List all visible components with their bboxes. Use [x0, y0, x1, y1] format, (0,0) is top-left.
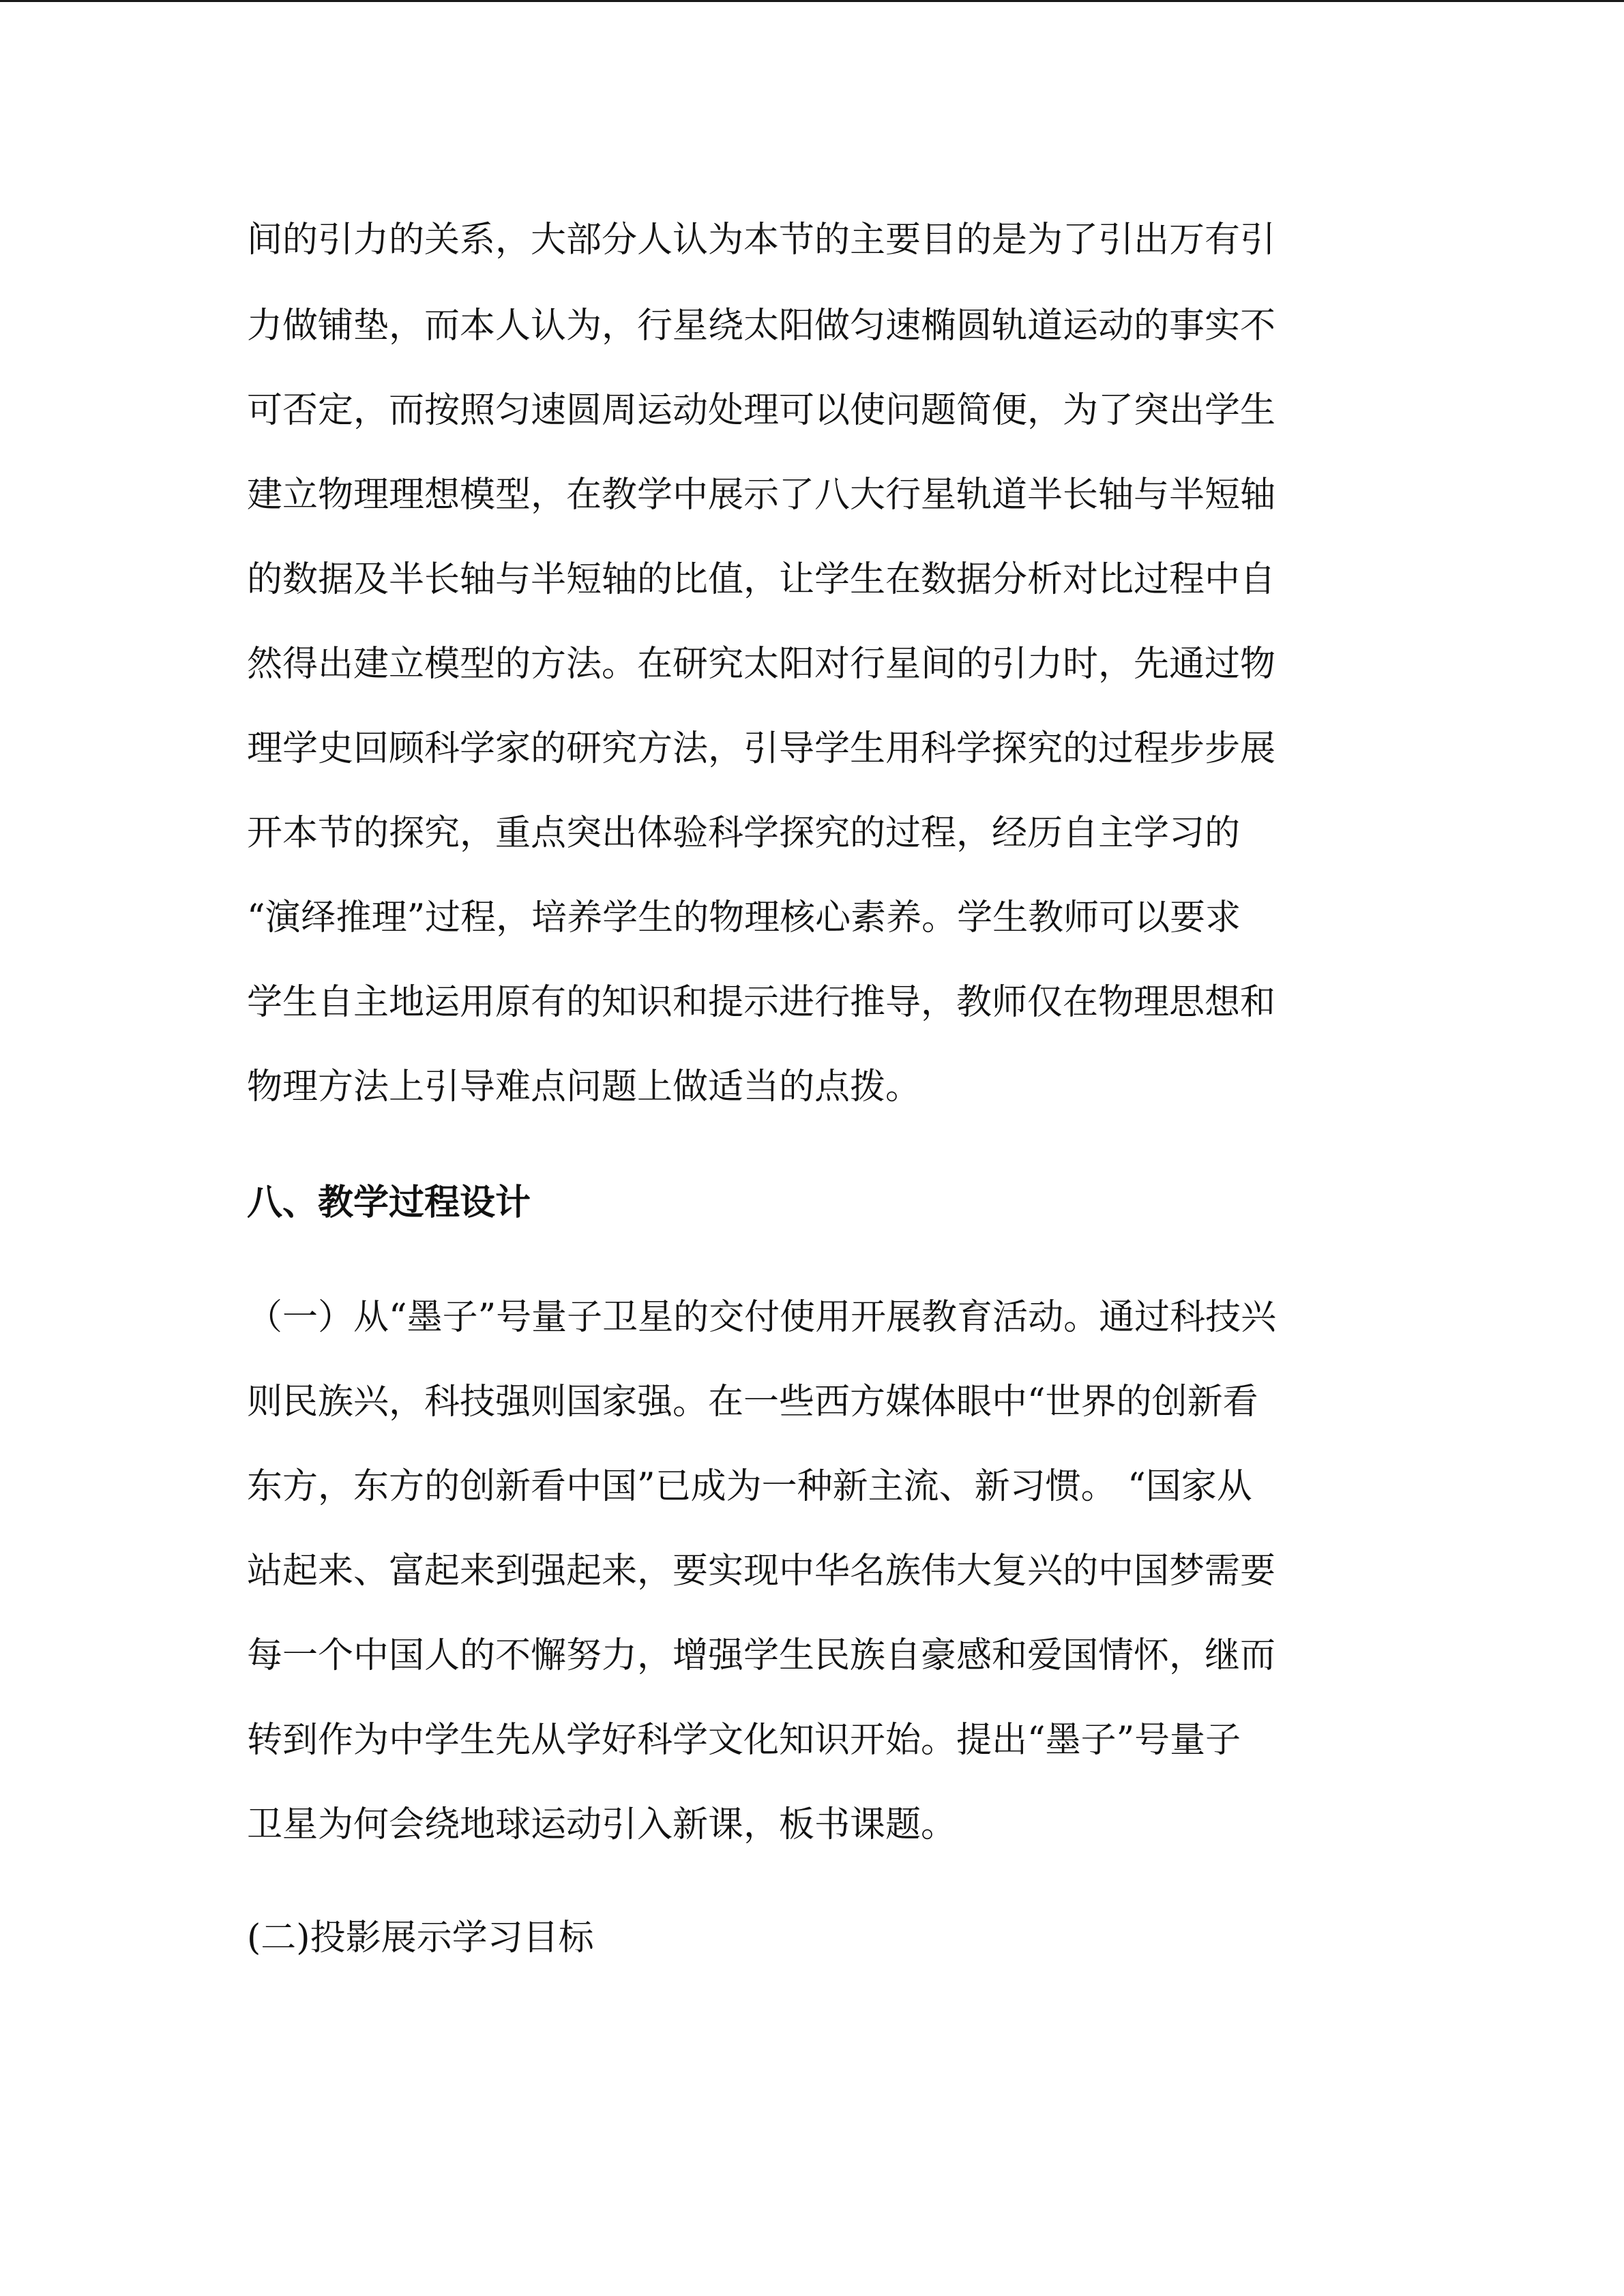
paragraph-line: 建立物理理想模型，在教学中展示了八大行星轨道半长轴与半短轴: [247, 475, 1276, 516]
paragraph-line: 理学史回顾科学家的研究方法，引导学生用科学探究的过程步步展: [247, 728, 1276, 769]
paragraph-line: “演绎推理”过程，培养学生的物理核心素养。学生教师可以要求: [247, 897, 1241, 938]
paragraph-line: 卫星为何会绕地球运动引入新课，板书课题。: [247, 1804, 957, 1845]
paragraph-line: 力做铺垫，而本人认为，行星绕太阳做匀速椭圆轨道运动的事实不: [247, 305, 1276, 346]
paragraph-line: 学生自主地运用原有的知识和提示进行推导，教师仅在物理思想和: [247, 982, 1276, 1023]
paragraph-line: 转到作为中学生先从学好科学文化知识开始。提出“墨子”号量子: [247, 1720, 1241, 1761]
paragraph-line: 可否定，而按照匀速圆周运动处理可以使问题简便，为了突出学生: [247, 390, 1276, 431]
paragraph-line: 物理方法上引导难点问题上做适当的点拨。: [247, 1067, 921, 1107]
paragraph-line: 每一个中国人的不懈努力，增强学生民族自豪感和爱国情怀，继而: [247, 1635, 1276, 1676]
paragraph-line: 东方，东方的创新看中国”已成为一种新主流、新习惯。 “国家从: [247, 1466, 1252, 1507]
paragraph-line: 间的引力的关系，大部分人认为本节的主要目的是为了引出万有引: [247, 220, 1276, 260]
paragraph-line: 的数据及半长轴与半短轴的比值，让学生在数据分析对比过程中自: [247, 559, 1276, 600]
top-border-line: [0, 0, 1624, 2]
paragraph-line: 开本节的探究，重点突出体验科学探究的过程，经历自主学习的: [247, 813, 1241, 854]
section-heading: 八、教学过程设计: [247, 1182, 531, 1223]
paragraph-line: 则民族兴，科技强则国家强。在一些西方媒体眼中“世界的创新看: [247, 1382, 1258, 1422]
paragraph-line: （一）从“墨子”号量子卫星的交付使用开展教育活动。通过科技兴: [247, 1297, 1277, 1338]
paragraph-line: 然得出建立模型的方法。在研究太阳对行星间的引力时，先通过物: [247, 644, 1276, 685]
paragraph-step-two: (二)投影展示学习目标: [247, 1918, 594, 1958]
paragraph-line: 站起来、富起来到强起来，要实现中华名族伟大复兴的中国梦需要: [247, 1551, 1276, 1592]
